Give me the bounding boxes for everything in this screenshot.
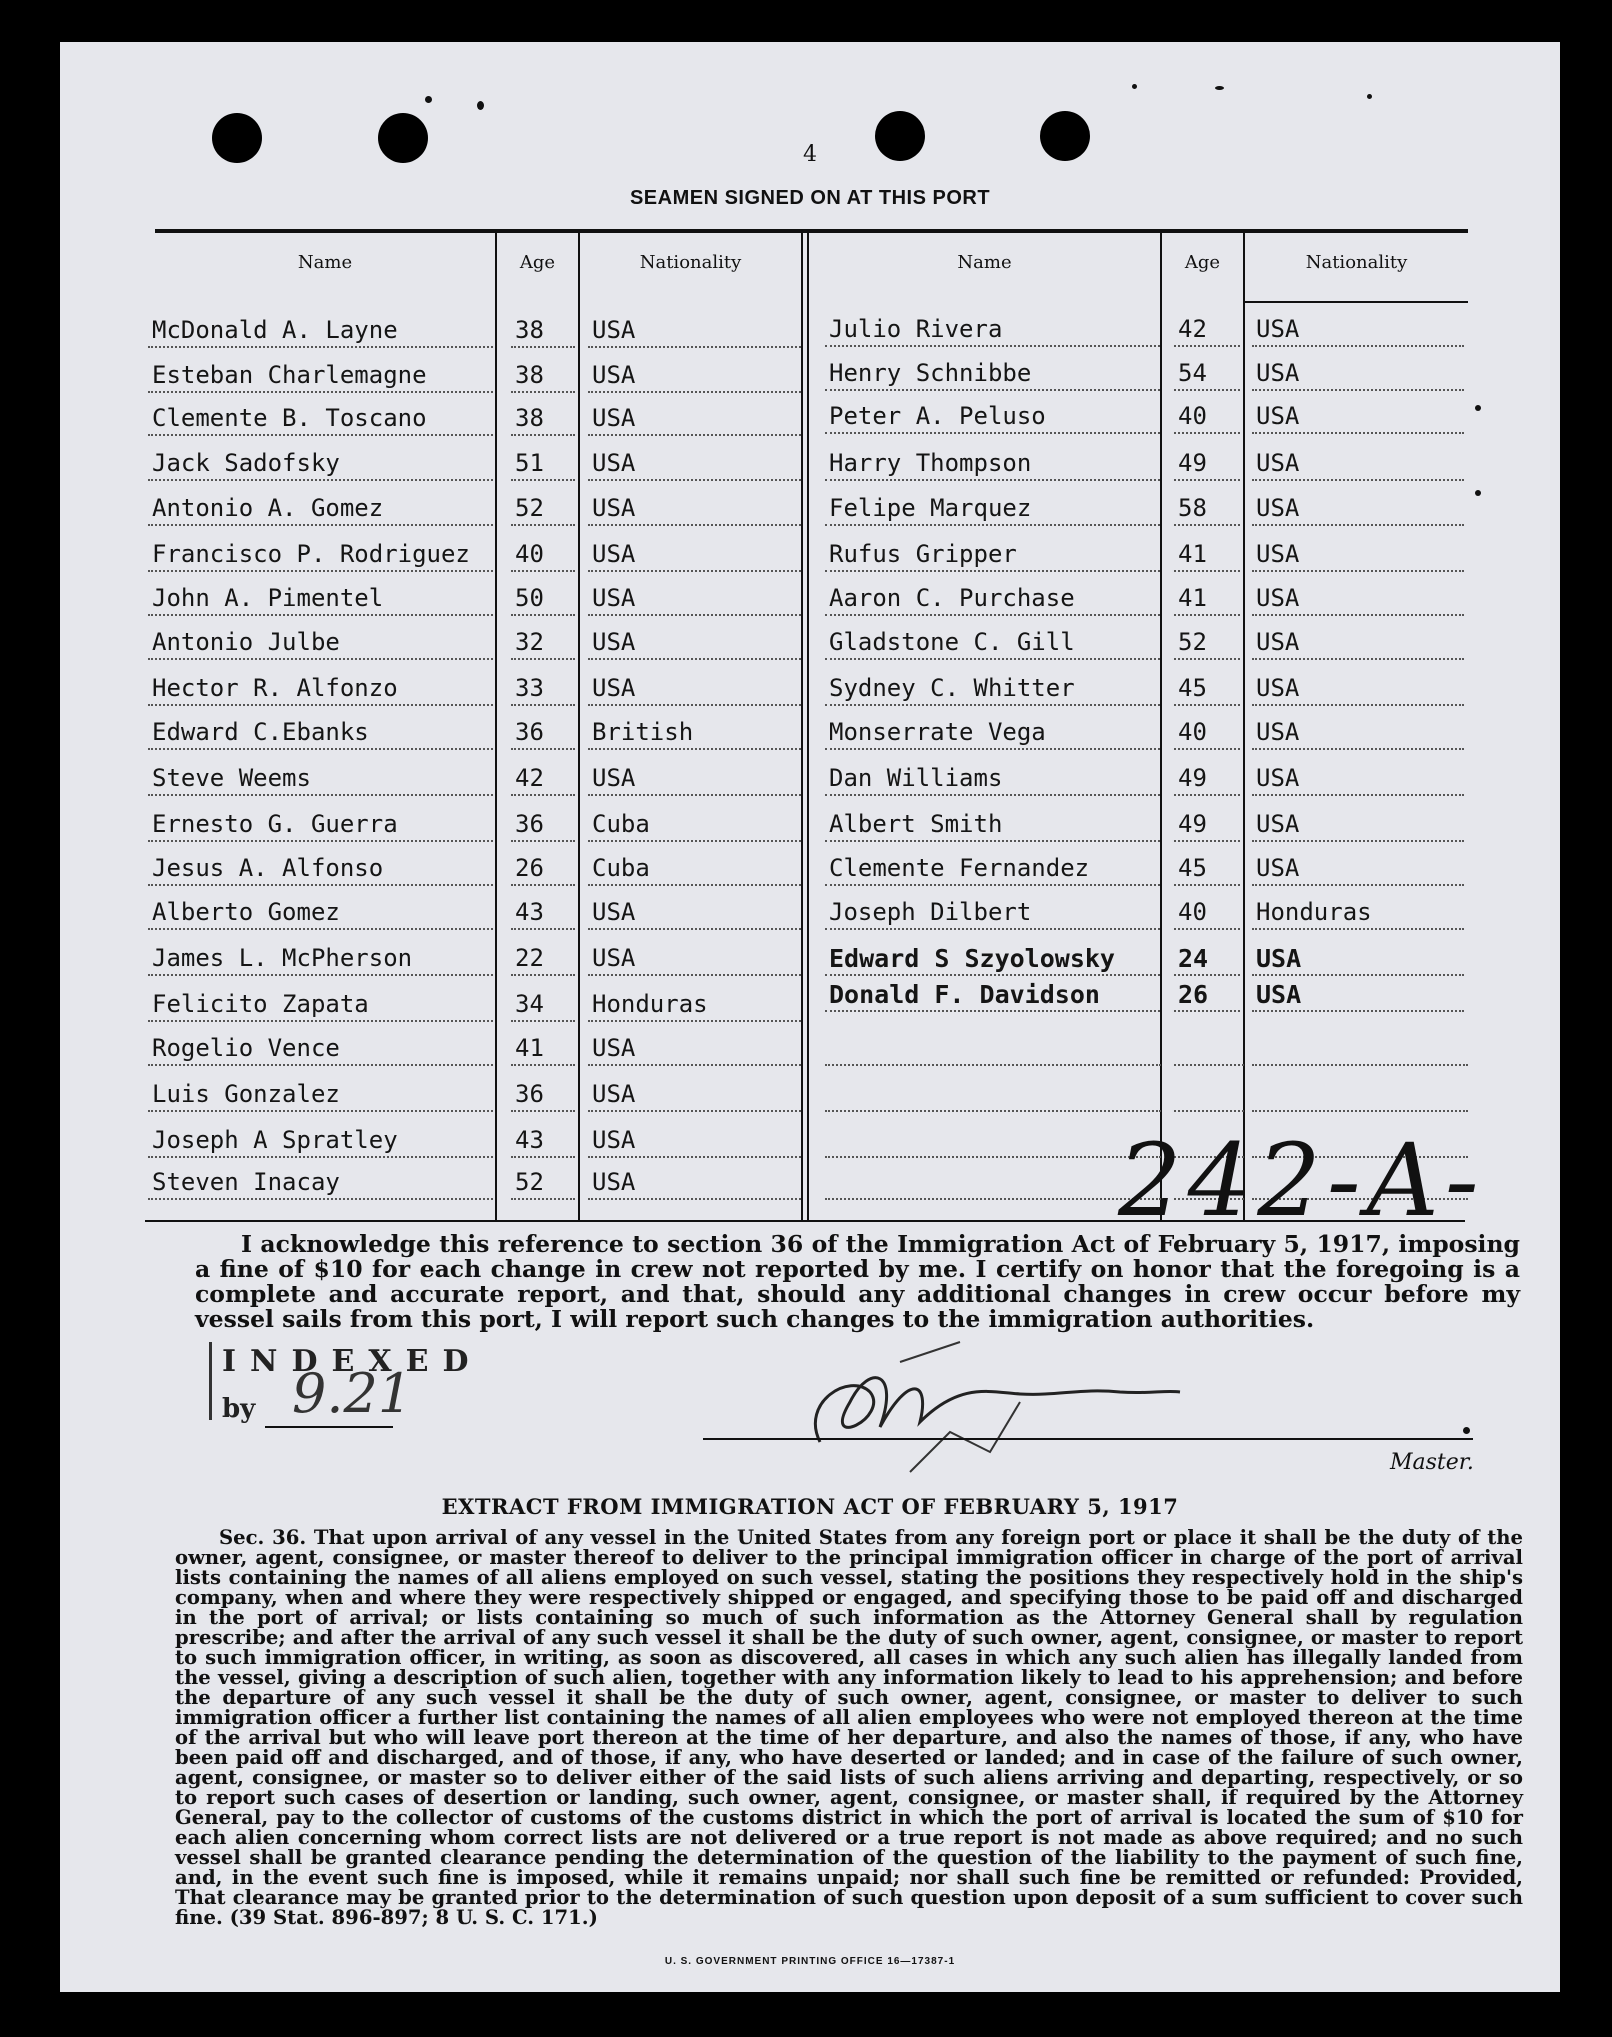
- row-dotted-rule: [1174, 974, 1240, 976]
- row-dotted-rule: [511, 974, 575, 976]
- row-dotted-rule: [588, 748, 801, 750]
- right-row-age: 49: [1178, 764, 1207, 792]
- master-label: Master.: [1390, 1450, 1474, 1475]
- left-row-name: Antonio Julbe: [152, 628, 340, 656]
- speck: [1475, 490, 1481, 496]
- row-dotted-rule: [511, 391, 575, 393]
- right-row-nationality: Honduras: [1256, 898, 1372, 926]
- left-row-name: Francisco P. Rodriguez: [152, 540, 470, 568]
- row-dotted-rule: [1252, 432, 1464, 434]
- right-row-nationality: USA: [1256, 315, 1300, 343]
- left-row-name: McDonald A. Layne: [152, 316, 398, 344]
- left-row-age: 38: [515, 404, 544, 432]
- row-dotted-rule: [1252, 658, 1464, 660]
- right-row-name: Dan Williams: [829, 764, 1003, 792]
- left-row-age: 38: [515, 316, 544, 344]
- left-row-age: 34: [515, 990, 544, 1018]
- row-dotted-rule: [148, 479, 493, 481]
- row-dotted-rule: [1252, 345, 1464, 347]
- row-dotted-rule: [825, 658, 1160, 660]
- right-row-age: 54: [1178, 359, 1207, 387]
- row-dotted-rule: [825, 928, 1160, 930]
- master-signature: [760, 1332, 1260, 1482]
- left-row-age: 42: [515, 764, 544, 792]
- speck: [1215, 86, 1224, 90]
- right-row-age: 49: [1178, 449, 1207, 477]
- row-dotted-rule: [511, 884, 575, 886]
- left-row-name: Luis Gonzalez: [152, 1080, 340, 1108]
- right-row-name: Henry Schnibbe: [829, 359, 1032, 387]
- table-top-rule: [155, 229, 1468, 233]
- row-dotted-rule: [148, 1110, 493, 1112]
- col-divider: [801, 231, 803, 1221]
- left-row-age: 26: [515, 854, 544, 882]
- left-row-nationality: USA: [592, 449, 636, 477]
- empty-row-rule: [1252, 1110, 1468, 1112]
- row-dotted-rule: [148, 840, 493, 842]
- left-row-age: 38: [515, 361, 544, 389]
- col-divider: [578, 231, 580, 1221]
- right-row-name: Clemente Fernandez: [829, 854, 1090, 882]
- left-row-nationality: USA: [592, 494, 636, 522]
- handwritten-number: 242-A-: [1118, 1122, 1485, 1239]
- row-dotted-rule: [588, 1110, 801, 1112]
- row-dotted-rule: [1252, 794, 1464, 796]
- right-row-nationality: USA: [1256, 540, 1300, 568]
- row-dotted-rule: [1174, 840, 1240, 842]
- row-dotted-rule: [588, 658, 801, 660]
- empty-row-rule: [1252, 1064, 1468, 1066]
- right-row-name: Joseph Dilbert: [829, 898, 1032, 926]
- row-dotted-rule: [148, 346, 493, 348]
- right-row-age: 26: [1178, 980, 1209, 1009]
- right-row-name: Felipe Marquez: [829, 494, 1032, 522]
- row-dotted-rule: [825, 389, 1160, 391]
- row-dotted-rule: [588, 479, 801, 481]
- right-row-age: 41: [1178, 540, 1207, 568]
- left-name-header: Name: [297, 252, 353, 273]
- right-row-nationality: USA: [1256, 764, 1300, 792]
- left-row-nationality: USA: [592, 361, 636, 389]
- left-row-name: Esteban Charlemagne: [152, 361, 427, 389]
- row-dotted-rule: [588, 1198, 801, 1200]
- left-row-nationality: USA: [592, 1034, 636, 1062]
- right-row-name: Harry Thompson: [829, 449, 1032, 477]
- row-dotted-rule: [588, 524, 801, 526]
- right-row-nationality: USA: [1256, 494, 1300, 522]
- right-row-nationality: USA: [1256, 854, 1300, 882]
- row-dotted-rule: [148, 1198, 493, 1200]
- row-dotted-rule: [588, 1156, 801, 1158]
- row-dotted-rule: [1174, 794, 1240, 796]
- row-dotted-rule: [511, 346, 575, 348]
- row-dotted-rule: [148, 658, 493, 660]
- row-dotted-rule: [1252, 840, 1464, 842]
- right-row-nationality: USA: [1256, 449, 1300, 477]
- row-dotted-rule: [148, 704, 493, 706]
- row-dotted-rule: [825, 704, 1160, 706]
- left-row-name: Jack Sadofsky: [152, 449, 340, 477]
- left-row-age: 43: [515, 898, 544, 926]
- row-dotted-rule: [511, 434, 575, 436]
- row-dotted-rule: [588, 1064, 801, 1066]
- right-row-age: 42: [1178, 315, 1207, 343]
- row-dotted-rule: [825, 884, 1160, 886]
- row-dotted-rule: [1252, 928, 1464, 930]
- row-dotted-rule: [588, 570, 801, 572]
- row-dotted-rule: [1252, 704, 1464, 706]
- left-row-age: 36: [515, 810, 544, 838]
- row-dotted-rule: [1252, 479, 1464, 481]
- row-dotted-rule: [511, 794, 575, 796]
- row-dotted-rule: [511, 1020, 575, 1022]
- left-row-nationality: USA: [592, 944, 636, 972]
- left-nationality-header: Nationality: [639, 252, 742, 273]
- row-dotted-rule: [148, 434, 493, 436]
- left-row-nationality: USA: [592, 1126, 636, 1154]
- right-nationality-header: Nationality: [1305, 252, 1408, 273]
- acknowledgment-paragraph: I acknowledge this reference to section 36 of the Immigration Act of February 5, 1917, imposing a fine of $10 for each change in crew not reported by me. I certify on honor that the foregoing is a complete and accurate report, and that, should any additional changes in crew occur before my vessel sails from this port, I will report such changes to the immigration authorities.: [195, 1230, 1520, 1333]
- row-dotted-rule: [825, 345, 1160, 347]
- row-dotted-rule: [511, 840, 575, 842]
- right-row-name: Monserrate Vega: [829, 718, 1046, 746]
- row-dotted-rule: [511, 479, 575, 481]
- empty-row-rule: [825, 1198, 1161, 1200]
- left-row-name: Joseph A Spratley: [152, 1126, 398, 1154]
- right-row-age: 40: [1178, 718, 1207, 746]
- row-dotted-rule: [1252, 974, 1464, 976]
- right-row-age: 58: [1178, 494, 1207, 522]
- row-dotted-rule: [1252, 748, 1464, 750]
- row-dotted-rule: [1174, 524, 1240, 526]
- row-dotted-rule: [1174, 479, 1240, 481]
- left-row-name: James L. McPherson: [152, 944, 413, 972]
- row-dotted-rule: [511, 570, 575, 572]
- left-row-age: 22: [515, 944, 544, 972]
- right-row-name: Albert Smith: [829, 810, 1003, 838]
- right-row-age: 45: [1178, 854, 1207, 882]
- right-row-nationality: USA: [1256, 584, 1300, 612]
- row-dotted-rule: [1174, 389, 1240, 391]
- row-dotted-rule: [511, 658, 575, 660]
- speck: [1367, 94, 1372, 99]
- right-row-nationality: USA: [1256, 402, 1300, 430]
- empty-row-rule: [825, 1064, 1161, 1066]
- right-row-name: Edward S Szyolowsky: [829, 944, 1115, 973]
- right-row-age: 24: [1178, 944, 1209, 973]
- row-dotted-rule: [588, 391, 801, 393]
- col-divider: [807, 231, 809, 1221]
- row-dotted-rule: [825, 432, 1160, 434]
- row-dotted-rule: [1174, 704, 1240, 706]
- row-dotted-rule: [511, 1198, 575, 1200]
- left-row-nationality: USA: [592, 404, 636, 432]
- row-dotted-rule: [148, 794, 493, 796]
- right-row-nationality: USA: [1256, 674, 1300, 702]
- row-dotted-rule: [588, 346, 801, 348]
- row-dotted-rule: [1252, 1010, 1464, 1012]
- row-dotted-rule: [1174, 928, 1240, 930]
- col-divider: [495, 231, 497, 1221]
- row-dotted-rule: [511, 928, 575, 930]
- row-dotted-rule: [148, 1020, 493, 1022]
- row-dotted-rule: [511, 704, 575, 706]
- right-row-age: 45: [1178, 674, 1207, 702]
- right-row-name: Rufus Gripper: [829, 540, 1017, 568]
- row-dotted-rule: [1174, 432, 1240, 434]
- row-dotted-rule: [588, 840, 801, 842]
- row-dotted-rule: [588, 1020, 801, 1022]
- row-dotted-rule: [148, 974, 493, 976]
- right-name-header: Name: [957, 252, 1012, 273]
- row-dotted-rule: [1252, 524, 1464, 526]
- page-number: 4: [803, 142, 817, 167]
- row-dotted-rule: [825, 614, 1160, 616]
- printing-office-footer: U. S. GOVERNMENT PRINTING OFFICE 16—17387-1: [664, 1956, 956, 1967]
- row-dotted-rule: [1252, 614, 1464, 616]
- left-row-name: John A. Pimentel: [152, 584, 384, 612]
- empty-row-rule: [825, 1156, 1161, 1158]
- row-dotted-rule: [1174, 570, 1240, 572]
- left-row-nationality: USA: [592, 898, 636, 926]
- right-row-nationality: USA: [1256, 359, 1300, 387]
- left-row-age: 33: [515, 674, 544, 702]
- right-row-nationality: USA: [1256, 944, 1302, 973]
- right-row-nationality: USA: [1256, 980, 1302, 1009]
- right-row-nationality: USA: [1256, 718, 1300, 746]
- row-dotted-rule: [1252, 570, 1464, 572]
- right-row-age: 40: [1178, 898, 1207, 926]
- row-dotted-rule: [1252, 884, 1464, 886]
- speck: [1132, 84, 1137, 89]
- document-page: [60, 42, 1560, 1992]
- right-row-name: Donald F. Davidson: [829, 980, 1100, 1009]
- left-row-name: Steve Weems: [152, 764, 311, 792]
- left-row-name: Rogelio Vence: [152, 1034, 340, 1062]
- row-dotted-rule: [148, 570, 493, 572]
- speck: [425, 96, 432, 103]
- row-dotted-rule: [825, 794, 1160, 796]
- stamp-date: 9.21: [292, 1362, 413, 1425]
- row-dotted-rule: [148, 524, 493, 526]
- left-row-nationality: USA: [592, 316, 636, 344]
- stamp-border: [209, 1342, 212, 1420]
- row-dotted-rule: [1174, 614, 1240, 616]
- left-row-age: 50: [515, 584, 544, 612]
- left-row-name: Hector R. Alfonzo: [152, 674, 398, 702]
- row-dotted-rule: [1174, 345, 1240, 347]
- stamp-by-label: by: [222, 1394, 256, 1424]
- extract-body: Sec. 36. That upon arrival of any vessel in the United States from any foreign port or place it shall be the duty of the owner, agent, consignee, or master thereof to deliver to the principal immigration officer in charge of the port of arrival lists containing the names of all aliens employed on such vessel, stating the positions they respectively hold in the ship's company, when and where they were respectively shipped or engaged, and specifying those to be paid off and discharged in the port of arrival; or lists containing so much of such information as the Attorney General shall by regulation prescribe; and after the arrival of any such vessel it shall be the duty of such owner, agent, consignee, or master to report to such immigration officer, in writing, as soon as discovered, all cases in which any such alien has illegally landed from the vessel, giving a description of such alien, together with any information likely to lead to his apprehension; and before the departure of any such vessel it shall be the duty of such owner, agent, consignee, or master to deliver to such immigration officer a further list containing the names of all alien employees who were not employed thereon at the time of the arrival but who will leave port thereon at the time of her departure, and also the names of those, if any, who have been paid off and discharged, and of those, if any, who have deserted or landed; and in case of the failure of such owner, agent, consignee, or master so to deliver either of the said lists of such aliens arriving and departing, respectively, or so to report such cases of desertion or landing, such owner, agent, consignee, or master shall, if required by the Attorney General, pay to the collector of customs of the customs district in which the port of arrival is located the sum of $10 for each alien concerning whom correct lists are not delivered or a true report is not made as above required; and no such vessel shall be granted clearance pending the determination of the question of the liability to the payment of such fine, and, in the event such fine is imposed, while it remains unpaid; nor shall such fine be remitted or refunded: Provided, That clearance may be granted prior to the determination of such question upon deposit of a sum sufficient to cover such fine. (39 Stat. 896-897; 8 U. S. C. 171.): [175, 1526, 1523, 1929]
- right-row-name: Sydney C. Whitter: [829, 674, 1075, 702]
- left-row-name: Steven Inacay: [152, 1168, 340, 1196]
- row-dotted-rule: [825, 974, 1160, 976]
- row-dotted-rule: [588, 794, 801, 796]
- row-dotted-rule: [825, 479, 1160, 481]
- left-row-age: 52: [515, 1168, 544, 1196]
- left-row-name: Jesus A. Alfonso: [152, 854, 384, 882]
- left-row-age: 36: [515, 718, 544, 746]
- col-divider: [1160, 231, 1162, 1221]
- row-dotted-rule: [588, 614, 801, 616]
- row-dotted-rule: [825, 570, 1160, 572]
- left-row-name: Antonio A. Gomez: [152, 494, 384, 522]
- right-row-age: 41: [1178, 584, 1207, 612]
- left-row-nationality: USA: [592, 540, 636, 568]
- signature-line: [703, 1438, 1473, 1440]
- left-row-age: 41: [515, 1034, 544, 1062]
- row-dotted-rule: [1174, 658, 1240, 660]
- right-row-name: Julio Rivera: [829, 315, 1003, 343]
- page-title: SEAMEN SIGNED ON AT THIS PORT: [629, 187, 991, 209]
- left-row-nationality: USA: [592, 1168, 636, 1196]
- right-row-name: Aaron C. Purchase: [829, 584, 1075, 612]
- row-dotted-rule: [511, 524, 575, 526]
- empty-row-rule: [1174, 1110, 1244, 1112]
- speck: [1475, 405, 1481, 411]
- stamp-by-line: [265, 1426, 393, 1428]
- right-row-age: 52: [1178, 628, 1207, 656]
- row-dotted-rule: [1252, 389, 1464, 391]
- left-row-age: 52: [515, 494, 544, 522]
- row-dotted-rule: [148, 1064, 493, 1066]
- left-age-header: Age: [519, 252, 556, 273]
- left-row-age: 36: [515, 1080, 544, 1108]
- row-dotted-rule: [148, 614, 493, 616]
- row-dotted-rule: [588, 884, 801, 886]
- left-row-nationality: Cuba: [592, 810, 650, 838]
- left-row-nationality: USA: [592, 674, 636, 702]
- left-row-name: Clemente B. Toscano: [152, 404, 427, 432]
- left-row-name: Ernesto G. Guerra: [152, 810, 398, 838]
- row-dotted-rule: [511, 748, 575, 750]
- right-row-age: 40: [1178, 402, 1207, 430]
- left-row-name: Alberto Gomez: [152, 898, 340, 926]
- row-dotted-rule: [1174, 1010, 1240, 1012]
- empty-row-rule: [1174, 1064, 1244, 1066]
- row-dotted-rule: [588, 704, 801, 706]
- right-age-header: Age: [1184, 252, 1221, 273]
- col-divider: [1243, 231, 1245, 1221]
- indexed-stamp: INDEXED: [222, 1344, 483, 1379]
- row-dotted-rule: [511, 1064, 575, 1066]
- left-row-age: 43: [515, 1126, 544, 1154]
- right-row-name: Gladstone C. Gill: [829, 628, 1075, 656]
- left-row-nationality: Honduras: [592, 990, 708, 1018]
- row-dotted-rule: [588, 928, 801, 930]
- left-row-nationality: USA: [592, 1080, 636, 1108]
- row-dotted-rule: [588, 974, 801, 976]
- row-dotted-rule: [148, 391, 493, 393]
- row-dotted-rule: [511, 614, 575, 616]
- left-row-age: 32: [515, 628, 544, 656]
- row-dotted-rule: [825, 840, 1160, 842]
- right-row-age: 49: [1178, 810, 1207, 838]
- left-row-name: Felicito Zapata: [152, 990, 369, 1018]
- right-row-name: Peter A. Peluso: [829, 402, 1046, 430]
- row-dotted-rule: [825, 748, 1160, 750]
- row-dotted-rule: [511, 1156, 575, 1158]
- row-dotted-rule: [1174, 884, 1240, 886]
- speck: [477, 101, 484, 110]
- row-dotted-rule: [1174, 748, 1240, 750]
- row-dotted-rule: [825, 1010, 1160, 1012]
- row-dotted-rule: [588, 434, 801, 436]
- row-dotted-rule: [148, 748, 493, 750]
- left-row-nationality: USA: [592, 628, 636, 656]
- left-row-nationality: British: [592, 718, 694, 746]
- row-dotted-rule: [825, 524, 1160, 526]
- left-row-name: Edward C.Ebanks: [152, 718, 369, 746]
- empty-row-rule: [825, 1110, 1161, 1112]
- left-row-nationality: USA: [592, 764, 636, 792]
- speck: [1463, 1427, 1470, 1434]
- left-row-age: 51: [515, 449, 544, 477]
- header-underline: [1243, 301, 1468, 303]
- row-dotted-rule: [511, 1110, 575, 1112]
- right-row-nationality: USA: [1256, 810, 1300, 838]
- left-row-nationality: Cuba: [592, 854, 650, 882]
- left-row-nationality: USA: [592, 584, 636, 612]
- row-dotted-rule: [148, 1156, 493, 1158]
- extract-title: EXTRACT FROM IMMIGRATION ACT OF FEBRUARY 5, 1917: [441, 1494, 1179, 1519]
- row-dotted-rule: [148, 928, 493, 930]
- right-row-nationality: USA: [1256, 628, 1300, 656]
- left-row-age: 40: [515, 540, 544, 568]
- row-dotted-rule: [148, 884, 493, 886]
